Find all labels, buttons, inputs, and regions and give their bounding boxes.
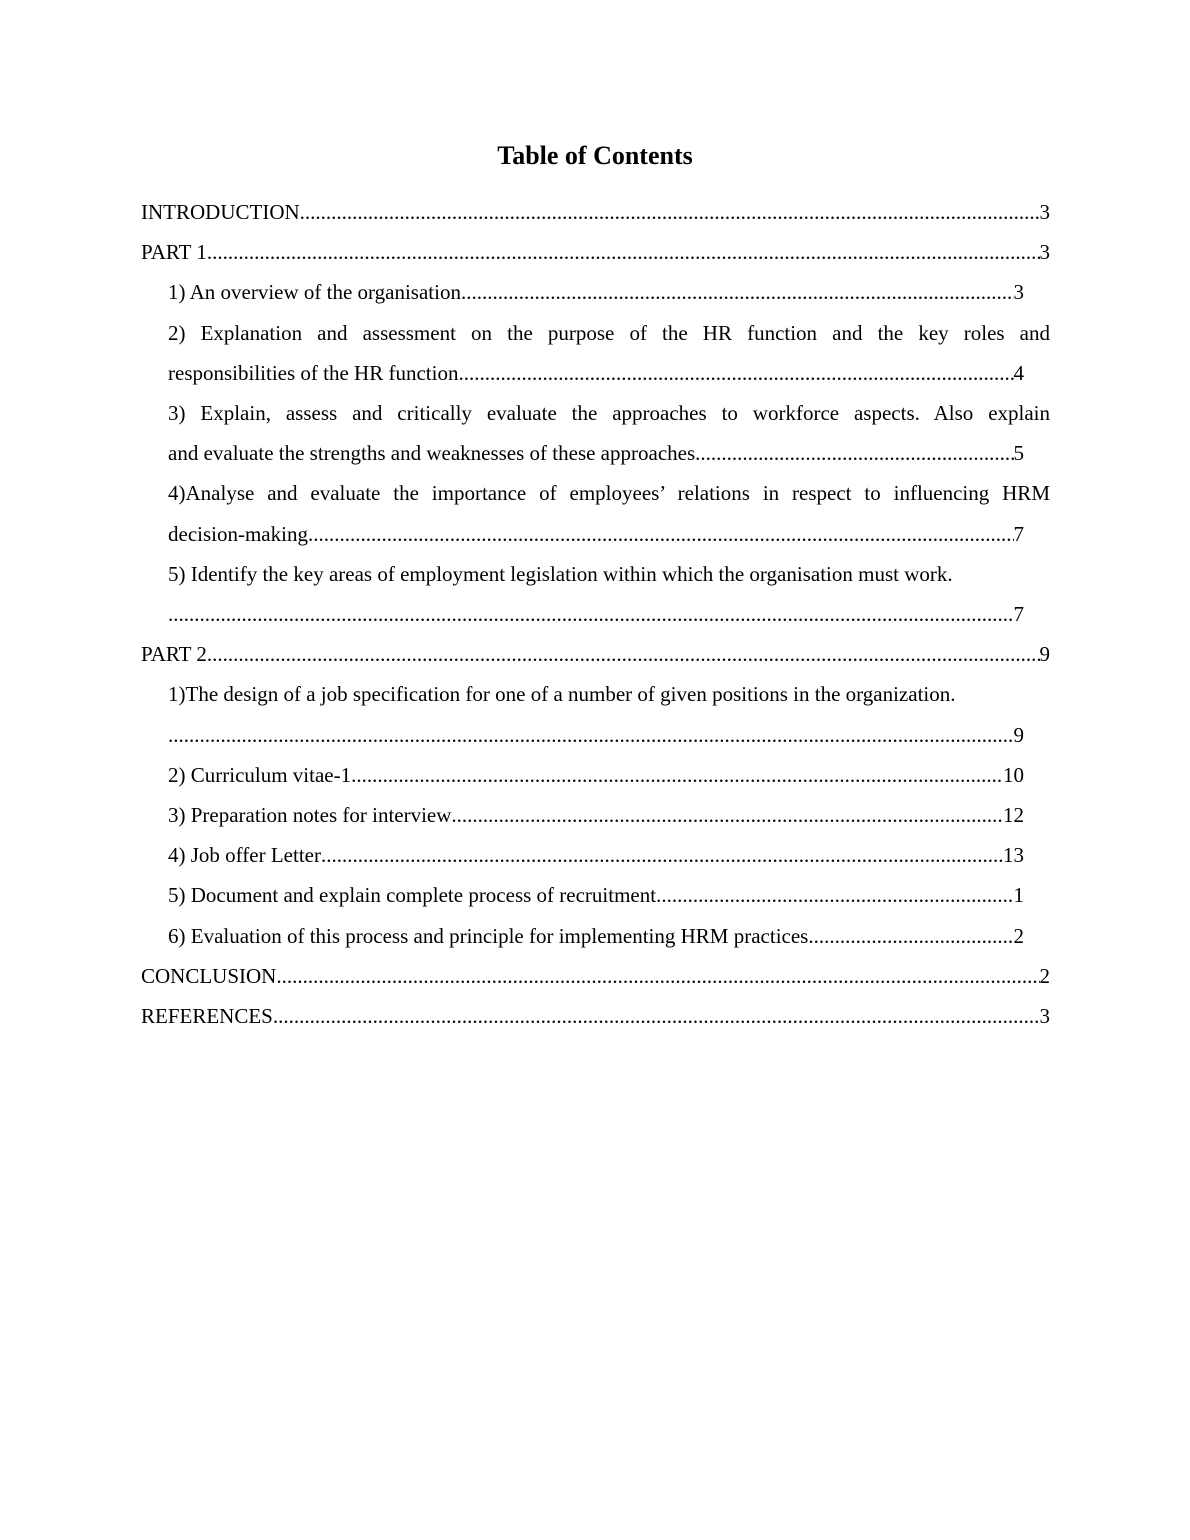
toc-entry-first-line: 5) Identify the key areas of employment legislation within which the organisation must work. (168, 561, 953, 586)
dot-leader (207, 232, 1040, 272)
toc-entry-hr-function[interactable] (168, 313, 1050, 393)
toc-entry-introduction[interactable] (141, 192, 1050, 232)
dot-leader (276, 956, 1039, 996)
toc-entry-page: 1 (1013, 883, 1024, 908)
table-of-contents (141, 192, 1050, 1036)
toc-entry-title: 6) Evaluation of this process and principle for implementing HRM practices (168, 923, 809, 948)
dot-leader (321, 835, 1003, 875)
toc-entry-first-line: 3) Explain, assess and critically evaluate the approaches to workforce aspects. Also explain (168, 401, 1050, 426)
dot-leader (808, 916, 1013, 956)
toc-entry-page: 10 (1003, 762, 1024, 787)
dot-leader (700, 433, 1013, 473)
toc-entry-page: 9 (1013, 722, 1024, 747)
toc-entry-page: 7 (1013, 521, 1024, 546)
toc-entry-page: 3 (1039, 1004, 1050, 1029)
toc-entry-title: 1) An overview of the organisation (168, 280, 461, 305)
toc-entry-title: 5) Document and explain complete process of recruitment (168, 883, 657, 908)
toc-entry-part-2[interactable] (141, 634, 1050, 674)
dot-leader (313, 514, 1013, 554)
dot-leader (168, 715, 1014, 755)
dot-leader (207, 634, 1040, 674)
toc-entry-page: 4 (1013, 360, 1024, 385)
toc-entry-title: INTRODUCTION (141, 200, 300, 224)
toc-entry-page: 3 (1039, 240, 1050, 265)
dot-leader (300, 192, 1040, 232)
toc-entry-title: PART 2 (141, 642, 207, 667)
toc-entry-conclusion[interactable] (141, 956, 1050, 996)
toc-entry-references[interactable] (141, 996, 1050, 1036)
dot-leader (464, 353, 1014, 393)
toc-entry-job-specification[interactable] (168, 674, 1050, 754)
toc-entry-page: 5 (1013, 441, 1024, 466)
toc-entry-title: PART 1 (141, 240, 207, 265)
toc-entry-part-1[interactable] (141, 232, 1050, 272)
toc-entry-curriculum-vitae[interactable] (168, 755, 1024, 795)
toc-heading: Table of Contents (497, 141, 693, 170)
toc-entry-title: and evaluate the strengths and weaknesses of these approaches. (168, 441, 701, 466)
toc-entry-workforce-approaches[interactable] (168, 393, 1050, 473)
toc-entry-title: 3) Preparation notes for interview (168, 803, 452, 828)
toc-entry-title: 4) Job offer Letter (168, 843, 321, 868)
dot-leader (451, 795, 1003, 835)
toc-entry-page: 2 (1039, 963, 1050, 988)
toc-entry-title: responsibilities of the HR function. (168, 360, 464, 385)
toc-entry-title: 2) Curriculum vitae-1 (168, 762, 352, 787)
toc-entry-page: 12 (1003, 803, 1024, 828)
toc-entry-page: 9 (1039, 642, 1050, 667)
toc-entry-job-offer-letter[interactable] (168, 835, 1024, 875)
dot-leader (273, 996, 1040, 1036)
toc-entry-recruitment-process[interactable] (168, 875, 1024, 915)
toc-entry-page: 3 (1013, 280, 1024, 305)
toc-entry-title: decision-making. (168, 521, 314, 546)
toc-entry-page: 3 (1039, 200, 1050, 224)
toc-entry-employee-relations[interactable] (168, 473, 1050, 553)
dot-leader (168, 594, 1014, 634)
toc-entry-title: CONCLUSION (141, 963, 277, 988)
dot-leader (656, 875, 1013, 915)
toc-entry-process-evaluation[interactable] (168, 916, 1024, 956)
toc-entry-title: REFERENCES (141, 1004, 273, 1029)
toc-entry-employment-legislation[interactable] (168, 554, 1050, 634)
toc-entry-page: 2 (1013, 923, 1024, 948)
toc-entry-first-line: 4)Analyse and evaluate the importance of employees’ relations in respect to influencing HRM (168, 481, 1050, 506)
toc-entry-interview-notes[interactable] (168, 795, 1024, 835)
dot-leader (461, 272, 1014, 312)
toc-entry-first-line: 1)The design of a job specification for one of a number of given positions in the organization. (168, 682, 956, 707)
toc-entry-overview[interactable] (168, 272, 1024, 312)
toc-entry-first-line: 2) Explanation and assessment on the purpose of the HR function and the key roles and (168, 320, 1050, 345)
toc-entry-page: 7 (1013, 602, 1024, 627)
toc-entry-page: 13 (1003, 843, 1024, 868)
dot-leader (351, 755, 1003, 795)
